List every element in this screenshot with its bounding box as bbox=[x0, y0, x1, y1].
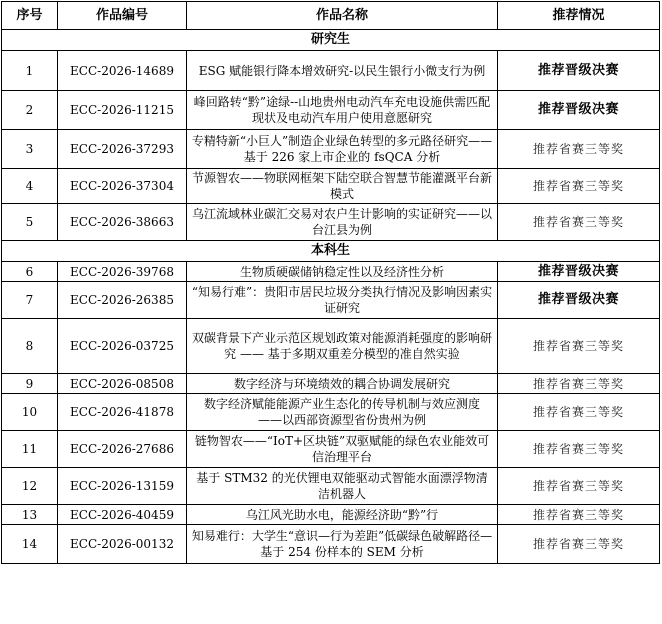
cell-name: 生物质硬碳储钠稳定性以及经济性分析 bbox=[187, 262, 498, 282]
cell-name: 链物智农——“IoT+区块链”双驱赋能的绿色农业能效可信治理平台 bbox=[187, 431, 498, 468]
header-recommendation: 推荐情况 bbox=[498, 2, 660, 30]
cell-recommendation: 推荐省赛三等奖 bbox=[498, 431, 660, 468]
cell-recommendation: 推荐省赛三等奖 bbox=[498, 130, 660, 169]
table-row bbox=[2, 282, 660, 319]
cell-name: 乌江风光助水电，能源经济助“黔”行 bbox=[187, 505, 498, 525]
cell-recommendation: 推荐省赛三等奖 bbox=[498, 169, 660, 204]
cell-recommendation: 推荐省赛三等奖 bbox=[498, 505, 660, 525]
cell-name: “知易行难”：贵阳市居民垃圾分类执行情况及影响因素实证研究 bbox=[187, 282, 498, 319]
cell-name: 专精特新“小巨人”制造企业绿色转型的多元路径研究——基于 226 家上市企业的 fsQCA 分析 bbox=[187, 130, 498, 169]
cell-no: 9 bbox=[2, 374, 58, 394]
cell-no: 3 bbox=[2, 130, 58, 169]
cell-code: ECC-2026-37293 bbox=[58, 130, 187, 169]
cell-recommendation: 推荐晋级决赛 bbox=[498, 262, 660, 282]
table-row bbox=[2, 169, 660, 204]
results-table bbox=[1, 1, 660, 564]
table-row bbox=[2, 204, 660, 241]
cell-code: ECC-2026-11215 bbox=[58, 91, 187, 130]
cell-code: ECC-2026-13159 bbox=[58, 468, 187, 505]
header-no: 序号 bbox=[2, 2, 58, 30]
header-name: 作品名称 bbox=[187, 2, 498, 30]
cell-code: ECC-2026-41878 bbox=[58, 394, 187, 431]
table-row bbox=[2, 319, 660, 374]
table-row bbox=[2, 262, 660, 282]
cell-recommendation: 推荐省赛三等奖 bbox=[498, 394, 660, 431]
cell-recommendation: 推荐省赛三等奖 bbox=[498, 319, 660, 374]
table-row bbox=[2, 130, 660, 169]
cell-name: 峰回路转“黔”途绿--山地贵州电动汽车充电设施供需匹配现状及电动汽车用户使用意愿研究 bbox=[187, 91, 498, 130]
table-row bbox=[2, 525, 660, 564]
cell-code: ECC-2026-40459 bbox=[58, 505, 187, 525]
section-row bbox=[2, 241, 660, 262]
section-row bbox=[2, 30, 660, 51]
cell-name: 知易难行：大学生“意识—行为差距”低碳绿色破解路径—基于 254 份样本的 SEM 分析 bbox=[187, 525, 498, 564]
cell-name: 双碳背景下产业示范区规划政策对能源消耗强度的影响研究 —— 基于多期双重差分模型的准自然实验 bbox=[187, 319, 498, 374]
table-body bbox=[2, 30, 660, 564]
cell-recommendation: 推荐晋级决赛 bbox=[498, 91, 660, 130]
cell-code: ECC-2026-26385 bbox=[58, 282, 187, 319]
cell-name: 基于 STM32 的光伏锂电双能驱动式智能水面漂浮物清洁机器人 bbox=[187, 468, 498, 505]
cell-name: ESG 赋能银行降本增效研究-以民生银行小微支行为例 bbox=[187, 51, 498, 91]
cell-recommendation: 推荐晋级决赛 bbox=[498, 282, 660, 319]
cell-no: 1 bbox=[2, 51, 58, 91]
table-row bbox=[2, 505, 660, 525]
cell-no: 2 bbox=[2, 91, 58, 130]
cell-no: 14 bbox=[2, 525, 58, 564]
cell-no: 7 bbox=[2, 282, 58, 319]
cell-no: 10 bbox=[2, 394, 58, 431]
cell-code: ECC-2026-03725 bbox=[58, 319, 187, 374]
cell-recommendation: 推荐晋级决赛 bbox=[498, 51, 660, 91]
cell-name: 数字经济赋能能源产业生态化的传导机制与效应测度 ——以西部资源型省份贵州为例 bbox=[187, 394, 498, 431]
table-row bbox=[2, 91, 660, 130]
cell-name: 乌江流域林业碳汇交易对农户生计影响的实证研究——以台江县为例 bbox=[187, 204, 498, 241]
cell-recommendation: 推荐省赛三等奖 bbox=[498, 525, 660, 564]
cell-name: 节源智农——物联网框架下陆空联合智慧节能灌溉平台新模式 bbox=[187, 169, 498, 204]
cell-recommendation: 推荐省赛三等奖 bbox=[498, 374, 660, 394]
cell-code: ECC-2026-00132 bbox=[58, 525, 187, 564]
cell-code: ECC-2026-27686 bbox=[58, 431, 187, 468]
cell-no: 5 bbox=[2, 204, 58, 241]
section-title: 本科生 bbox=[2, 241, 660, 262]
table-row bbox=[2, 51, 660, 91]
table-row bbox=[2, 374, 660, 394]
cell-code: ECC-2026-38663 bbox=[58, 204, 187, 241]
cell-no: 13 bbox=[2, 505, 58, 525]
cell-recommendation: 推荐省赛三等奖 bbox=[498, 204, 660, 241]
table-row bbox=[2, 394, 660, 431]
cell-code: ECC-2026-14689 bbox=[58, 51, 187, 91]
header-code: 作品编号 bbox=[58, 2, 187, 30]
table-row bbox=[2, 431, 660, 468]
cell-no: 11 bbox=[2, 431, 58, 468]
cell-code: ECC-2026-08508 bbox=[58, 374, 187, 394]
cell-no: 6 bbox=[2, 262, 58, 282]
cell-no: 12 bbox=[2, 468, 58, 505]
header-row bbox=[2, 2, 660, 30]
cell-name: 数字经济与环境绩效的耦合协调发展研究 bbox=[187, 374, 498, 394]
section-title: 研究生 bbox=[2, 30, 660, 51]
cell-code: ECC-2026-39768 bbox=[58, 262, 187, 282]
cell-no: 4 bbox=[2, 169, 58, 204]
cell-no: 8 bbox=[2, 319, 58, 374]
cell-recommendation: 推荐省赛三等奖 bbox=[498, 468, 660, 505]
cell-code: ECC-2026-37304 bbox=[58, 169, 187, 204]
table-row bbox=[2, 468, 660, 505]
